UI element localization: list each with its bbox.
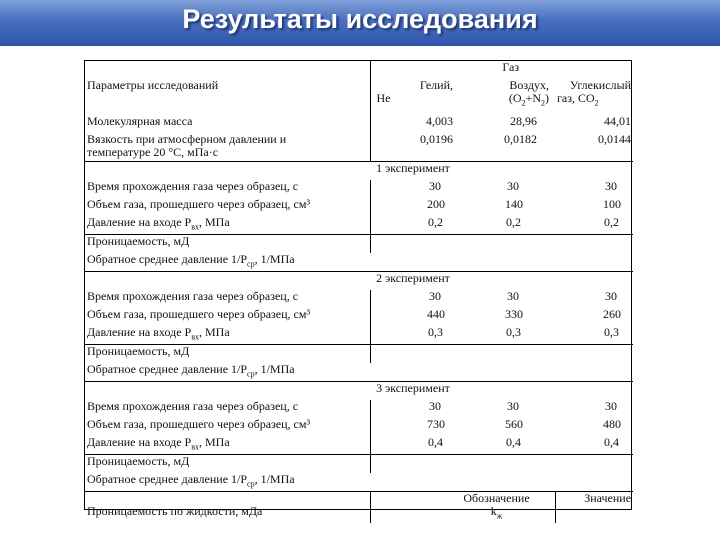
table-row bbox=[85, 198, 633, 216]
time-helium: 30 bbox=[429, 400, 441, 413]
time-helium: 30 bbox=[429, 290, 441, 303]
table-row bbox=[85, 133, 633, 162]
viscosity-air: 0,0182 bbox=[504, 133, 537, 146]
volume-helium: 440 bbox=[427, 308, 445, 321]
co2-header: Углекислый bbox=[569, 79, 632, 92]
experiment-title-row bbox=[85, 272, 633, 291]
pressure-helium: 0,2 bbox=[428, 216, 443, 229]
experiment-3-title: 3 эксперимент bbox=[85, 382, 633, 401]
experiment-2-title: 2 эксперимент bbox=[85, 272, 633, 291]
volume-label: Объем газа, прошедшего через образец, см³ bbox=[85, 198, 370, 216]
pressure-label: Давление на входе $P_{вх}$, МПа bbox=[85, 326, 370, 345]
time-co2: 30 bbox=[605, 290, 618, 303]
results-grid bbox=[85, 61, 633, 523]
table-row bbox=[85, 308, 633, 326]
table-row bbox=[85, 436, 633, 455]
liquid-permeability-symbol: $k_ж$ bbox=[490, 505, 503, 521]
viscosity-helium: 0,0196 bbox=[420, 133, 453, 146]
table-row bbox=[85, 216, 633, 235]
volume-air: 560 bbox=[505, 418, 523, 431]
molar-mass-label: Молекулярная масса bbox=[85, 115, 370, 133]
molar-mass-helium: 4,003 bbox=[426, 115, 453, 128]
table-row bbox=[85, 505, 633, 523]
co2-formula: газ, $CO_2$ bbox=[557, 91, 599, 108]
designation-header: Обозначение bbox=[370, 492, 555, 506]
pressure-co2: 0,2 bbox=[604, 216, 620, 229]
table-row bbox=[85, 473, 633, 492]
pressure-label: Давление на входе $P_{вх}$, МПа bbox=[85, 216, 370, 235]
inverse-pressure-label: Обратное среднее давление $1/P_{ср}$, 1/МПа bbox=[87, 473, 295, 489]
viscosity-label-line2: температуре 20 °С, мПа·с bbox=[87, 145, 219, 159]
permeability-label: Проницаемость, мД bbox=[85, 345, 370, 364]
pressure-air: 0,4 bbox=[506, 436, 521, 449]
volume-helium: 730 bbox=[427, 418, 445, 431]
inverse-pressure-label: Обратное среднее давление $1/P_{ср}$, 1/МПа bbox=[87, 253, 295, 269]
air-header: Воздух, bbox=[509, 79, 549, 92]
time-label: Время прохождения газа через образец, с bbox=[85, 400, 370, 418]
table-row bbox=[85, 400, 633, 418]
inverse-pressure-label: Обратное среднее давление $1/P_{ср}$, 1/МПа bbox=[87, 363, 295, 379]
time-air: 30 bbox=[507, 400, 519, 413]
pressure-label: Давление на входе $P_{вх}$, МПа bbox=[85, 436, 370, 455]
experiment-title-row bbox=[85, 162, 633, 181]
table-row bbox=[85, 418, 633, 436]
table-row bbox=[85, 326, 633, 345]
time-helium: 30 bbox=[429, 180, 441, 193]
table-row bbox=[85, 455, 633, 474]
experiment-1-title: 1 эксперимент bbox=[85, 162, 633, 181]
volume-helium: 200 bbox=[427, 198, 445, 211]
air-formula: $(O_2+N_2)$ bbox=[508, 91, 549, 108]
table-row bbox=[85, 180, 633, 198]
time-label: Время прохождения газа через образец, с bbox=[85, 290, 370, 308]
table-row bbox=[85, 235, 633, 254]
pressure-co2: 0,3 bbox=[604, 326, 620, 339]
pressure-air: 0,2 bbox=[506, 216, 521, 229]
results-table bbox=[84, 60, 632, 521]
volume-air: 330 bbox=[505, 308, 523, 321]
value-header: Значение bbox=[555, 492, 633, 506]
time-air: 30 bbox=[507, 180, 519, 193]
pressure-air: 0,3 bbox=[506, 326, 521, 339]
volume-co2: 260 bbox=[603, 308, 622, 321]
liquid-permeability-label: Проницаемость по жидкости, мДа bbox=[85, 505, 370, 523]
volume-co2: 480 bbox=[603, 418, 622, 431]
experiment-title-row bbox=[85, 382, 633, 401]
viscosity-co2: 0,0144 bbox=[598, 133, 632, 146]
volume-air: 140 bbox=[505, 198, 523, 211]
table-row bbox=[85, 115, 633, 133]
time-label: Время прохождения газа через образец, с bbox=[85, 180, 370, 198]
time-co2: 30 bbox=[605, 400, 618, 413]
helium-header: Гелий, bbox=[419, 79, 453, 92]
table-header-row bbox=[85, 79, 633, 115]
table-row bbox=[85, 345, 633, 364]
table-row bbox=[85, 492, 633, 506]
molar-mass-co2: 44,01 bbox=[604, 115, 632, 128]
params-header: Параметры исследований bbox=[87, 79, 219, 92]
permeability-label: Проницаемость, мД bbox=[85, 455, 370, 474]
time-air: 30 bbox=[507, 290, 519, 303]
table-row bbox=[85, 253, 633, 272]
pressure-helium: 0,4 bbox=[428, 436, 443, 449]
table-row bbox=[85, 363, 633, 382]
permeability-label: Проницаемость, мД bbox=[85, 235, 370, 254]
molar-mass-air: 28,96 bbox=[510, 115, 537, 128]
table-header-row bbox=[85, 61, 633, 79]
viscosity-label-line1: Вязкость при атмосферном давлении и bbox=[87, 133, 287, 146]
volume-label: Объем газа, прошедшего через образец, см³ bbox=[85, 418, 370, 436]
helium-symbol: He bbox=[376, 91, 391, 105]
time-co2: 30 bbox=[605, 180, 618, 193]
gas-header: Газ bbox=[502, 61, 520, 74]
page-title: Результаты исследования bbox=[182, 4, 538, 34]
pressure-helium: 0,3 bbox=[428, 326, 443, 339]
volume-label: Объем газа, прошедшего через образец, см³ bbox=[85, 308, 370, 326]
volume-co2: 100 bbox=[603, 198, 622, 211]
table-row bbox=[85, 290, 633, 308]
pressure-co2: 0,4 bbox=[604, 436, 620, 449]
